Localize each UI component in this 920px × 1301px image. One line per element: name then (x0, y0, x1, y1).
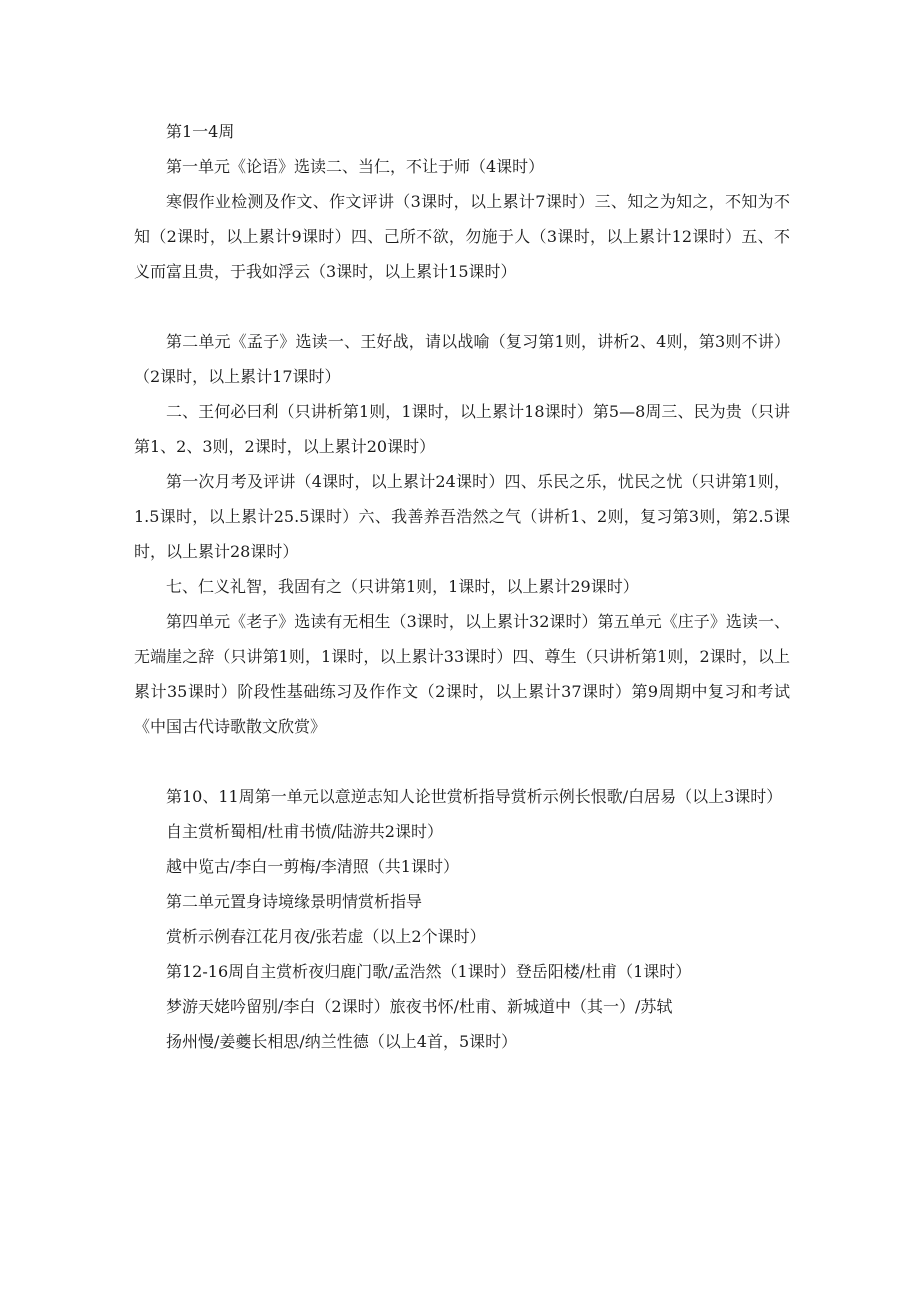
unit-2-poetry-paragraph: 第二单元置身诗境缘景明情赏析指导 (166, 892, 423, 911)
unit-2-mengzi-paragraph: 第二单元《孟子》选读一、王好战，请以战喻（复习第1则，讲析2、4则，第3则不讲）（2课时，以上累计17课时） (134, 332, 790, 386)
week-12-16-paragraph: 第12-16周自主赏析夜归鹿门歌/孟浩然（1课时）登岳阳楼/杜甫（1课时） (166, 962, 692, 981)
first-monthly-exam-paragraph: 第一次月考及评讲（4课时，以上累计24课时）四、乐民之乐，忧民之忧（只讲第1则，1.5课时，以上累计25.5课时）六、我善养吾浩然之气（讲析1、2则，复习第3则，第2.5课时，以上累计28课时） (134, 472, 790, 561)
yangzhou-man-paragraph: 扬州慢/姜夔长相思/纳兰性德（以上4首，5课时） (166, 1032, 518, 1051)
winter-homework-paragraph: 寒假作业检测及作文、作文评讲（3课时，以上累计7课时）三、知之为知之，不知为不知（2课时，以上累计9课时）四、己所不欲，勿施于人（3课时，以上累计12课时）五、不义而富且贵，于我如浮云（3课时，以上累计15课时） (134, 192, 790, 281)
mengyou-tianmu-paragraph: 梦游天姥吟留别/李白（2课时）旅夜书怀/杜甫、新城道中（其一）/苏轼 (166, 997, 673, 1016)
paragraph-gap (134, 744, 790, 779)
self-appreciation-shuxiang-paragraph: 自主赏析蜀相/杜甫书愤/陆游共2课时） (166, 822, 443, 841)
unit-4-laozi-paragraph: 第四单元《老子》选读有无相生（3课时，以上累计32课时）第五单元《庄子》选读一、无端崖之辞（只讲第1则，1课时，以上累计33课时）四、尊生（只讲析第1则，2课时，以上累计35课时）阶段性基础练习及作作文（2课时，以上累计37课时）第9周期中复习和考试《中国古代诗歌散文欣赏》 (134, 612, 790, 736)
chunjiang-huayueye-paragraph: 赏析示例春江花月夜/张若虚（以上2个课时） (166, 927, 486, 946)
unit-1-lunyu-paragraph: 第一单元《论语》选读二、当仁，不让于师（4课时） (166, 157, 545, 176)
document-body (134, 114, 790, 1059)
paragraph-gap (134, 289, 790, 324)
week-10-11-paragraph: 第10、11周第一单元以意逆志知人论世赏析指导赏析示例长恨歌/白居易（以上3课时） (166, 787, 783, 806)
wang-he-bi-yue-li-paragraph: 二、王何必曰利（只讲析第1则，1课时，以上累计18课时）第5—8周三、民为贵（只讲第1、2、3则，2课时，以上累计20课时） (134, 402, 790, 456)
yuezhong-langu-paragraph: 越中览古/李白一剪梅/李清照（共1课时） (166, 857, 459, 876)
week-1-4-heading: 第1一4周 (166, 122, 235, 141)
ren-yi-li-zhi-paragraph: 七、仁义礼智，我固有之（只讲第1则，1课时，以上累计29课时） (166, 577, 639, 596)
